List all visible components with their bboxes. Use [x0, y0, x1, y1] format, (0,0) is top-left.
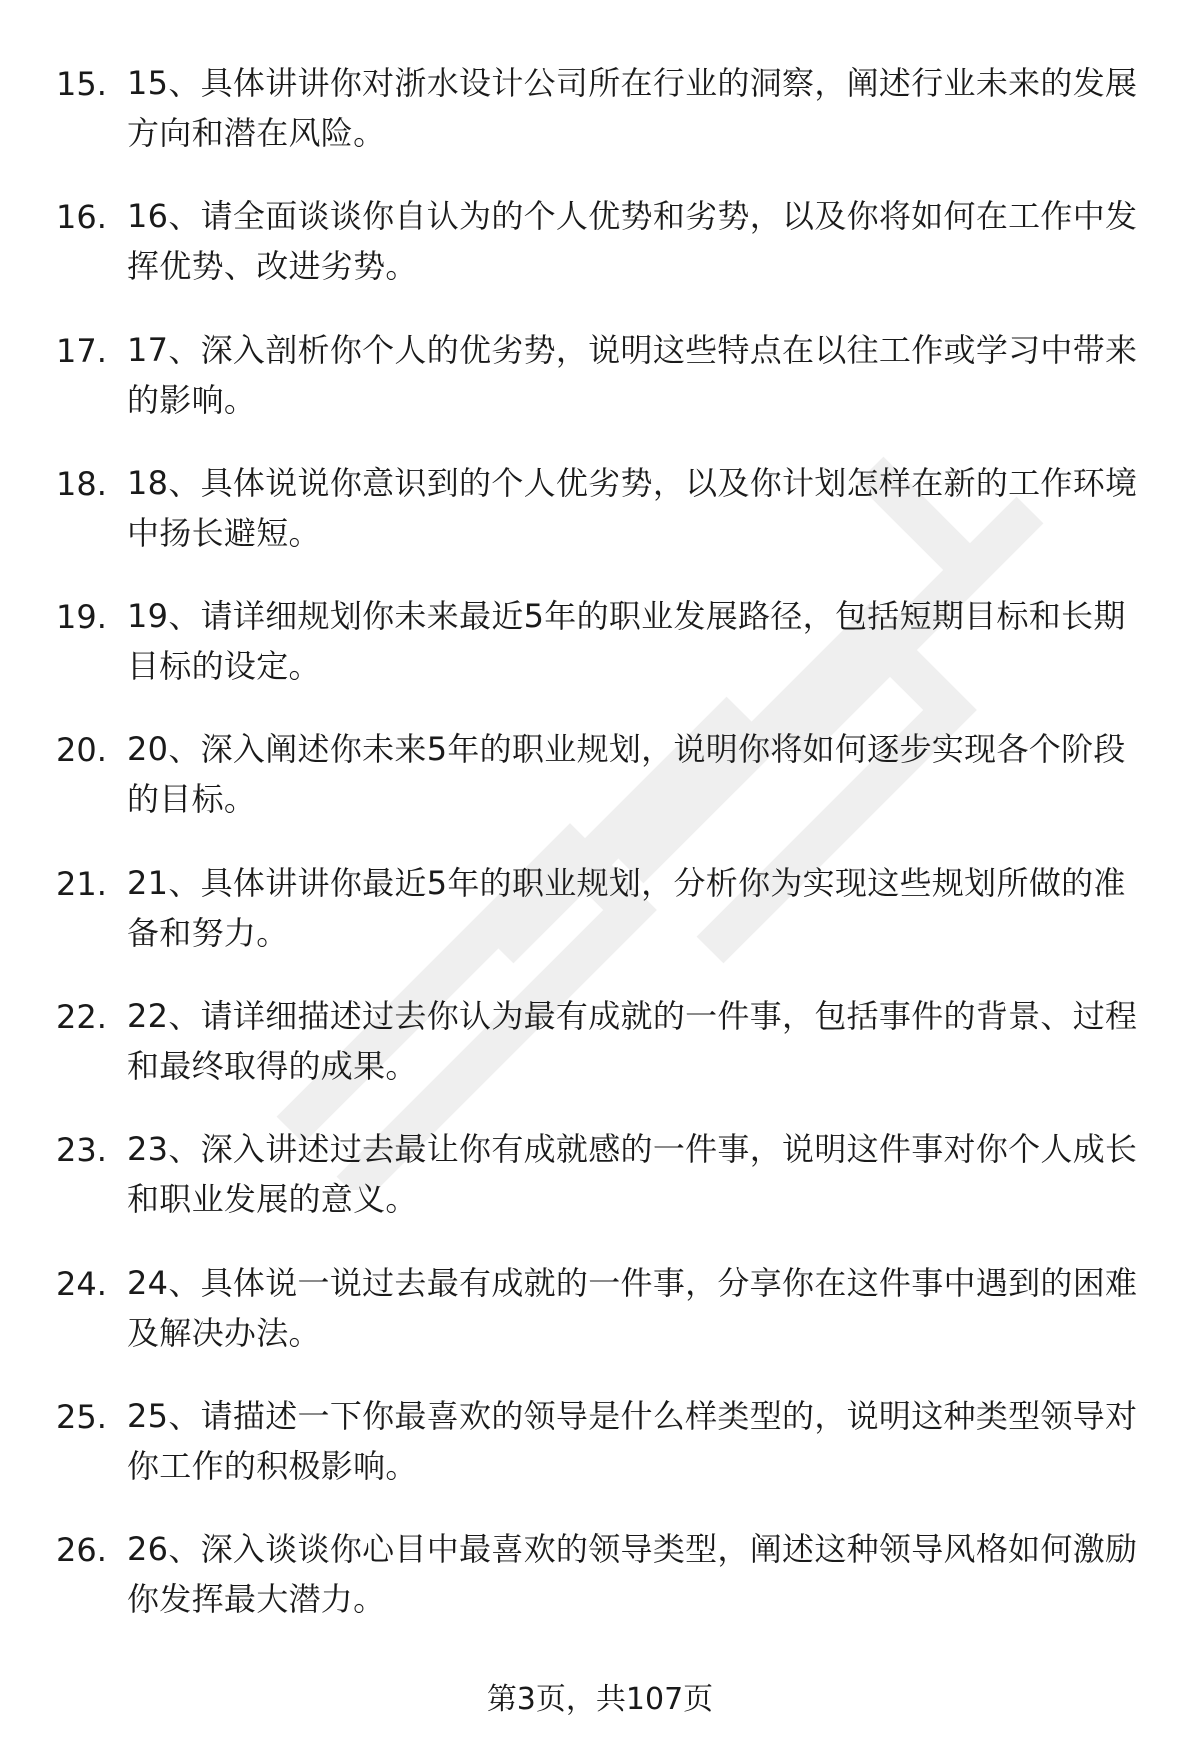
question-number: 18.: [56, 464, 107, 503]
list-item: [0, 724, 1200, 857]
list-item: [0, 58, 1200, 191]
question-number: 15.: [56, 65, 107, 103]
question-number: 16.: [56, 198, 107, 237]
question-text: 25、请描述一下你最喜欢的领导是什么样类型的，说明这种类型领导对你工作的积极影响。: [127, 1396, 1138, 1485]
question-number: 22.: [56, 998, 107, 1037]
question-number: 20.: [56, 731, 107, 770]
list-item: [0, 1258, 1200, 1391]
question-list: [0, 58, 1200, 1658]
question-text: 21、具体讲讲你最近5年的职业规划，分析你为实现这些规划所做的准备和努力。: [127, 863, 1126, 952]
question-number: 25.: [56, 1397, 107, 1436]
question-number: 19.: [56, 598, 107, 637]
question-number: 17.: [56, 331, 107, 370]
question-number: 26.: [56, 1531, 107, 1570]
question-text: 18、具体说说你意识到的个人优劣势，以及你计划怎样在新的工作环境中扬长避短。: [127, 463, 1138, 552]
list-item: [0, 591, 1200, 724]
list-item: [0, 1124, 1200, 1257]
page-number-footer: 第3页，共107页: [486, 1682, 714, 1717]
question-text: 26、深入谈谈你心目中最喜欢的领导类型，阐述这种领导风格如何激励你发挥最大潜力。: [127, 1530, 1138, 1619]
list-item: [0, 458, 1200, 591]
question-text: 15、具体讲讲你对浙水设计公司所在行业的洞察，阐述行业未来的发展方向和潜在风险。: [127, 64, 1138, 152]
question-number: 23.: [56, 1131, 107, 1170]
question-text: 23、深入讲述过去最让你有成就感的一件事，说明这件事对你个人成长和职业发展的意义。: [127, 1130, 1138, 1219]
list-item: [0, 858, 1200, 991]
question-text: 19、请详细规划你未来最近5年的职业发展路径，包括短期目标和长期目标的设定。: [127, 597, 1126, 686]
question-text: 17、深入剖析你个人的优劣势，说明这些特点在以往工作或学习中带来的影响。: [127, 330, 1138, 419]
question-text: 16、请全面谈谈你自认为的个人优势和劣势，以及你将如何在工作中发挥优势、改进劣势。: [127, 197, 1138, 286]
list-item: [0, 991, 1200, 1124]
question-text: 24、具体说一说过去最有成就的一件事，分享你在这件事中遇到的困难及解决办法。: [127, 1263, 1138, 1352]
list-item: [0, 1391, 1200, 1524]
list-item: [0, 191, 1200, 324]
question-text: 22、请详细描述过去你认为最有成就的一件事，包括事件的背景、过程和最终取得的成果。: [127, 997, 1138, 1086]
question-number: 24.: [56, 1264, 107, 1303]
question-number: 21.: [56, 864, 107, 903]
list-item: [0, 1524, 1200, 1657]
question-text: 20、深入阐述你未来5年的职业规划，说明你将如何逐步实现各个阶段的目标。: [127, 730, 1126, 819]
list-item: [0, 325, 1200, 458]
